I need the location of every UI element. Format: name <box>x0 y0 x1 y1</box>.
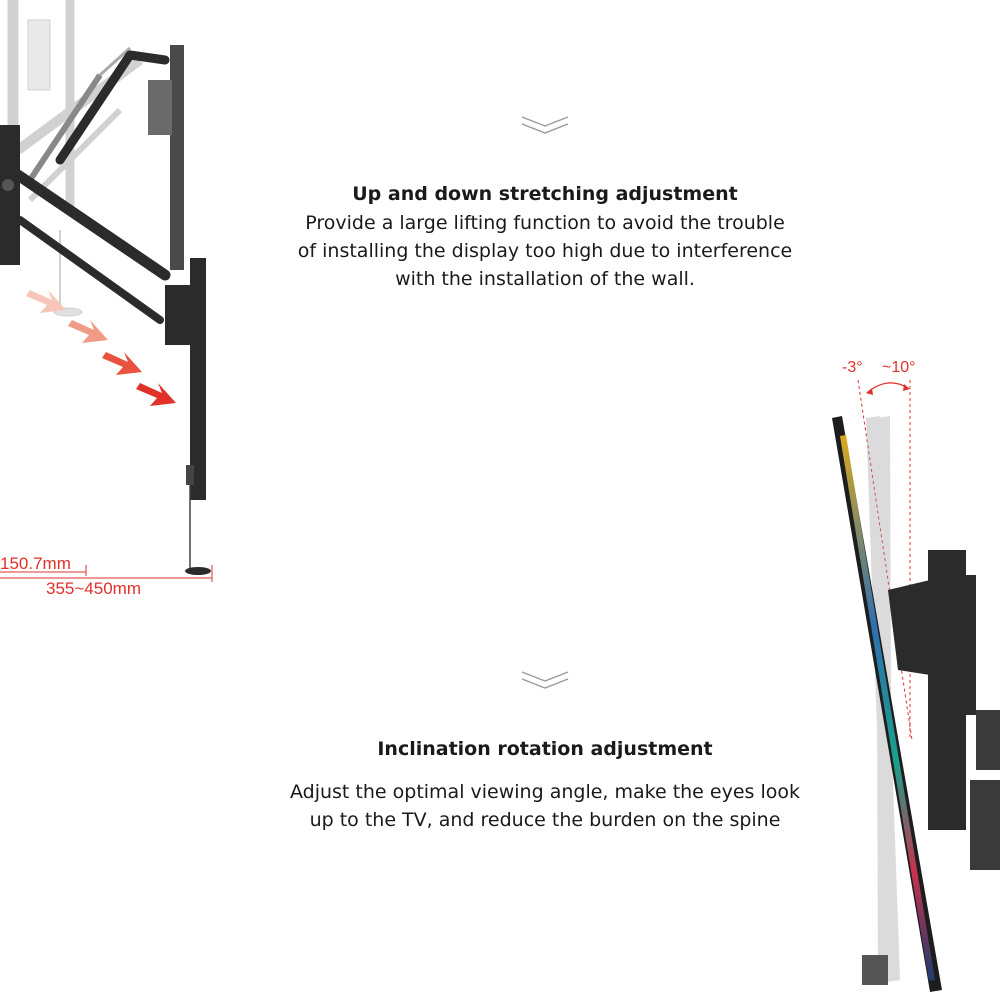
dim-depth-label: 355~450mm <box>46 579 141 598</box>
dim-offset-label: 150.7mm <box>0 554 71 573</box>
tv-tilt-illustration <box>780 340 1000 1000</box>
wall-mount-lift-illustration <box>0 0 240 610</box>
mount-ghost-position <box>8 0 140 316</box>
section-desc-stretch <box>250 209 840 293</box>
desc-line: of installing the display too high due to interference <box>297 240 793 262</box>
desc-line: Adjust the optimal viewing angle, make the eyes look <box>289 781 801 803</box>
floor-disc <box>185 567 211 575</box>
section-title-stretch: Up and down stretching adjustment <box>352 183 738 205</box>
desc-line: Provide a large lifting function to avoid the trouble <box>305 212 785 234</box>
section-title-inclination: Inclination rotation adjustment <box>377 738 713 760</box>
angle-forward-label: -3° <box>842 359 863 376</box>
desc-line: with the installation of the wall. <box>395 268 695 290</box>
angle-arc <box>868 383 908 392</box>
wall-plate <box>0 125 20 265</box>
chevron-down-icon <box>520 113 570 135</box>
chevron-down-icon <box>520 668 570 690</box>
angle-back-label: ~10° <box>882 359 916 376</box>
section-desc-inclination <box>250 778 840 834</box>
tv-rail <box>165 258 206 500</box>
mid-rail <box>148 45 184 270</box>
down-direction-arrows <box>26 290 176 406</box>
desc-line: up to the TV, and reduce the burden on the spine <box>309 809 781 831</box>
